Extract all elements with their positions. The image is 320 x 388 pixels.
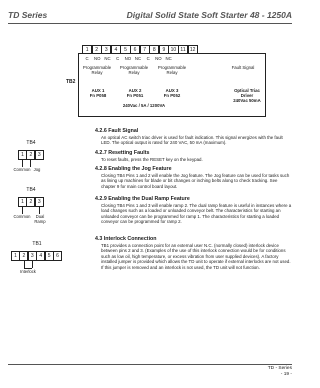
footer-rule [8, 364, 292, 365]
tb4-jog-terminal: 1 [18, 150, 27, 160]
header-series: TD Series [8, 10, 48, 20]
tb4-ramp-label: Dual Ramp [34, 214, 46, 224]
aux3-fn: Fn P052 [163, 93, 181, 98]
tb2-terminal: 11 [178, 45, 188, 54]
section-body: Closing TB4 Pins 1 and 3 will enable ramp 2. The dual ramp feature is useful in instances where a load changes such as a loaded or unloaded conveyor belt. The characteristics for starting an unloaded conveyor can be programmed for ramp 1. The characteristics for starting a loaded conveyor can be programmed for ramp 2. [101, 203, 292, 225]
tb2-terminal: 2 [92, 45, 102, 54]
header-title: Digital Solid State Soft Starter 48 - 1250A [126, 10, 292, 20]
tb2-contact-row [82, 56, 222, 61]
header-rule [8, 23, 292, 24]
tb1-terminal: 1 [11, 251, 20, 261]
tb2-contact-label: C [146, 56, 150, 61]
tb1-terminal: 6 [53, 251, 62, 261]
tb4-jog-terminal: 2 [26, 150, 35, 160]
tb2-contact-label: C [116, 56, 120, 61]
tb1-terminal: 3 [28, 251, 37, 261]
relay1-name: Programmable Relay [82, 65, 112, 75]
section-title: 4.2.9 Enabling the Dual Ramp Feature [95, 196, 190, 202]
section-title: 4.2.8 Enabling the Jog Feature [95, 166, 172, 172]
tb4-jog-label: Jog [33, 167, 41, 172]
tb2-terminal: 3 [101, 45, 111, 54]
tb4-jog-wire-1 [22, 160, 23, 167]
tb2-terminal: 7 [140, 45, 150, 54]
section-resetting-faults [95, 150, 293, 162]
tb1-title: TB1 [32, 241, 42, 247]
tb4-ramp-strip [18, 197, 43, 207]
relay-rating: 240Vac / 5A / 1200VA [122, 103, 166, 108]
tb4-ramp-terminal: 2 [26, 197, 35, 207]
tb1-terminal: 5 [45, 251, 54, 261]
tb4-ramp-wire-1 [22, 207, 23, 214]
tb2-label: TB2 [66, 79, 76, 85]
section-body: TB1 provides a connection point for an external user N.C. (normally closed) interlock device between pins 2 and 3. (Examples of the use of this interlock connection would be for conditions such as low oil, high temperature, or excess vibration from user supplied devices). A factory installed jumper is provided which allows the TD unit to operate if external interlocks are not used. If this jumper is removed and an interlock is not used, the TD unit will not function. [101, 243, 291, 270]
tb2-contact-label: NO [94, 56, 101, 61]
aux2-fn: Fn P051 [126, 93, 144, 98]
section-title: 4.2.6 Fault Signal [95, 128, 139, 134]
tb4-ramp-title: TB4 [26, 187, 36, 193]
tb2-contact-label: NC [165, 56, 172, 61]
section-body: To reset faults, press the RESET key on the keypad. [101, 157, 203, 162]
tb4-jog-common: Common [13, 167, 31, 172]
relay2-name: Programmable Relay [119, 65, 149, 75]
optical-triac-label: Optical Triac Driver 240Vac 50mA [233, 88, 261, 103]
tb4-jog-strip [18, 150, 43, 160]
tb4-ramp-wire-3 [39, 207, 40, 214]
tb2-contact-label: C [85, 56, 89, 61]
section-body: Closing TB4 Pins 1 and 2 will enable the Jog feature. The Jog feature can be used for tasks such as lining up machines for blade or bit changes or inching belts along to check tracking. See chapter 9 for main control board layout. [101, 173, 290, 189]
aux1-label: AUX 1 [91, 88, 105, 93]
tb2-terminal: 6 [130, 45, 140, 54]
section-body: An optical AC switch triac driver is used for fault indication. This signal energizes with the fault LED. The optical output is rated for 240 VAC, 50 mA (maximum). [101, 135, 283, 146]
footer-series: TD - Series [267, 366, 292, 371]
fault-signal-label: Fault Signal [231, 65, 255, 70]
tb2-terminal: 1 [82, 45, 92, 54]
tb2-contact-label: NO [124, 56, 132, 61]
section-fault-signal [95, 128, 293, 146]
tb4-jog-title: TB4 [26, 140, 36, 146]
tb1-wire-2 [24, 261, 25, 268]
aux3-label: AUX 3 [165, 88, 179, 93]
tb4-jog-terminal: 3 [35, 150, 44, 160]
tb1-terminal: 4 [36, 251, 45, 261]
tb2-contact-label: NC [134, 56, 142, 61]
relay3-name: Programmable Relay [157, 65, 187, 75]
tb4-ramp-terminal: 1 [18, 197, 27, 207]
tb4-ramp-common: Common [13, 214, 31, 219]
tb2-contact-label: NO [155, 56, 162, 61]
section-title: 4.2.7 Resetting Faults [95, 150, 150, 156]
tb1-wire-3 [32, 261, 33, 268]
footer [268, 366, 292, 378]
aux1-fn: Fn P058 [89, 93, 107, 98]
tb2-contact-label: NC [104, 56, 111, 61]
tb2-terminal: 12 [188, 45, 198, 54]
section-dual-ramp [95, 196, 293, 225]
section-interlock [95, 236, 293, 270]
section-title: 4.3 Interlock Connection [95, 236, 157, 242]
tb1-strip [11, 251, 61, 261]
section-jog [95, 166, 293, 189]
tb2-terminal: 4 [111, 45, 121, 54]
tb2-terminal: 10 [168, 45, 178, 54]
tb4-ramp-terminal: 3 [35, 197, 44, 207]
tb2-terminal-strip [82, 45, 197, 54]
tb4-jog-wire-2 [30, 160, 31, 167]
tb2-terminal: 9 [159, 45, 169, 54]
tb1-interlock-label: Interlock [20, 269, 36, 274]
tb2-terminal: 5 [120, 45, 130, 54]
aux2-label: AUX 2 [128, 88, 142, 93]
page-number: - 19 - [280, 372, 292, 377]
tb1-terminal: 2 [19, 251, 28, 261]
tb2-terminal: 8 [149, 45, 159, 54]
